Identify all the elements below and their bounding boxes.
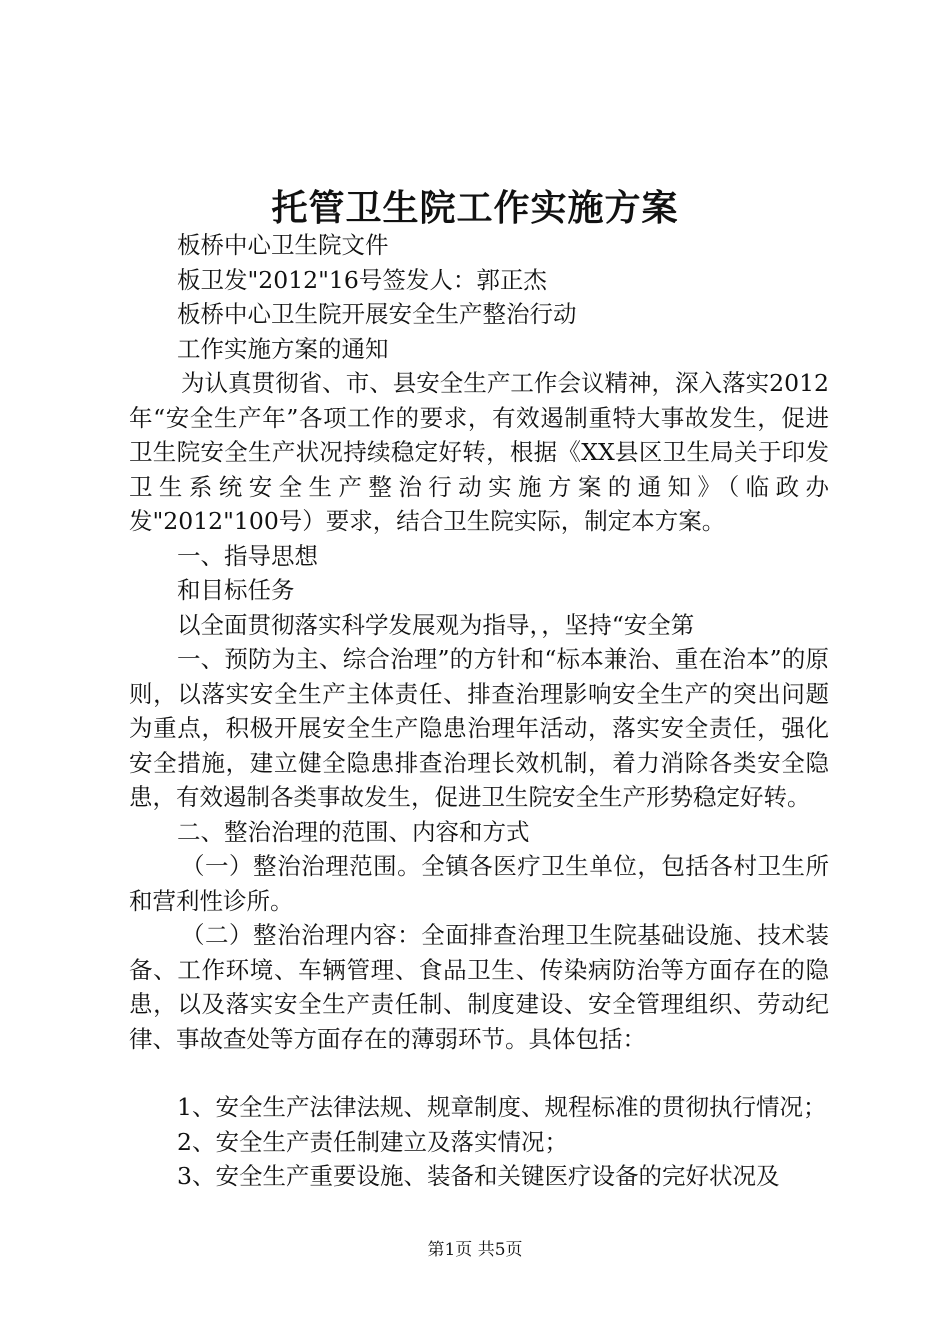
list-item-3: 3、安全生产重要设施、装备和关键医疗设备的完好状况及 bbox=[177, 1162, 780, 1190]
list-item-2: 2、安全生产责任制建立及落实情况； bbox=[177, 1127, 568, 1156]
paragraph-scope: （一）整治治理范围。全镇各医疗卫生单位，包括各村卫生所和营利性诊所。 bbox=[129, 852, 829, 915]
section-heading-objectives: 和目标任务 bbox=[177, 576, 295, 604]
paragraph-introduction: 为认真贯彻省、市、县安全生产工作会议精神，深入落实2012年“安全生产年”各项工作的要求，有效遏制重特大事故发生，促进卫生院安全生产状况持续稳定好转，根据《XX县区卫生局关于印发卫生系统安全生产整治行动实施方案的通知》（临政办发"2012"100号）要求，结合卫生院实际，制定本方案。 bbox=[129, 369, 829, 535]
list-item-1: 1、安全生产法律法规、规章制度、规程标准的贯彻执行情况； bbox=[177, 1093, 827, 1121]
paragraph-guidance-body: 一、预防为主、综合治理”的方针和“标本兼治、重在治本”的原则，以落实安全生产主体责任、排查治理影响安全生产的突出问题为重点，积极开展安全生产隐患治理年活动，落实安全责任，强化安全措施，建立健全隐患排查治理长效机制，着力消除各类安全隐患，有效遏制各类事故发生，促进卫生院安全生产形势稳定好转。 bbox=[129, 645, 829, 811]
paragraph-issuer: 板桥中心卫生院文件 bbox=[177, 231, 389, 259]
section-heading-guiding-ideology: 一、指导思想 bbox=[177, 541, 318, 570]
paragraph-notice-title-line1: 板桥中心卫生院开展安全生产整治行动 bbox=[177, 300, 577, 328]
paragraph-notice-title-line2: 工作实施方案的通知 bbox=[177, 334, 389, 363]
page-footer: 第1页 共5页 bbox=[427, 1240, 523, 1260]
paragraph-document-number: 板卫发"2012"16号签发人：郭正杰 bbox=[177, 265, 547, 294]
document-title: 托管卫生院工作实施方案 bbox=[271, 187, 679, 229]
section-heading-scope: 二、整治治理的范围、内容和方式 bbox=[177, 817, 530, 846]
paragraph-content: （二）整治治理内容：全面排查治理卫生院基础设施、技术装备、工作环境、车辆管理、食品卫生、传染病防治等方面存在的隐患，以及落实安全生产责任制、制度建设、安全管理组织、劳动纪律、事故查处等方面存在的薄弱环节。具体包括： bbox=[129, 921, 829, 1053]
paragraph-spacer bbox=[129, 1056, 829, 1090]
paragraph-guidance-line: 以全面贯彻落实科学发展观为指导，，坚持“安全第 bbox=[177, 610, 695, 639]
document-body bbox=[129, 228, 829, 1194]
